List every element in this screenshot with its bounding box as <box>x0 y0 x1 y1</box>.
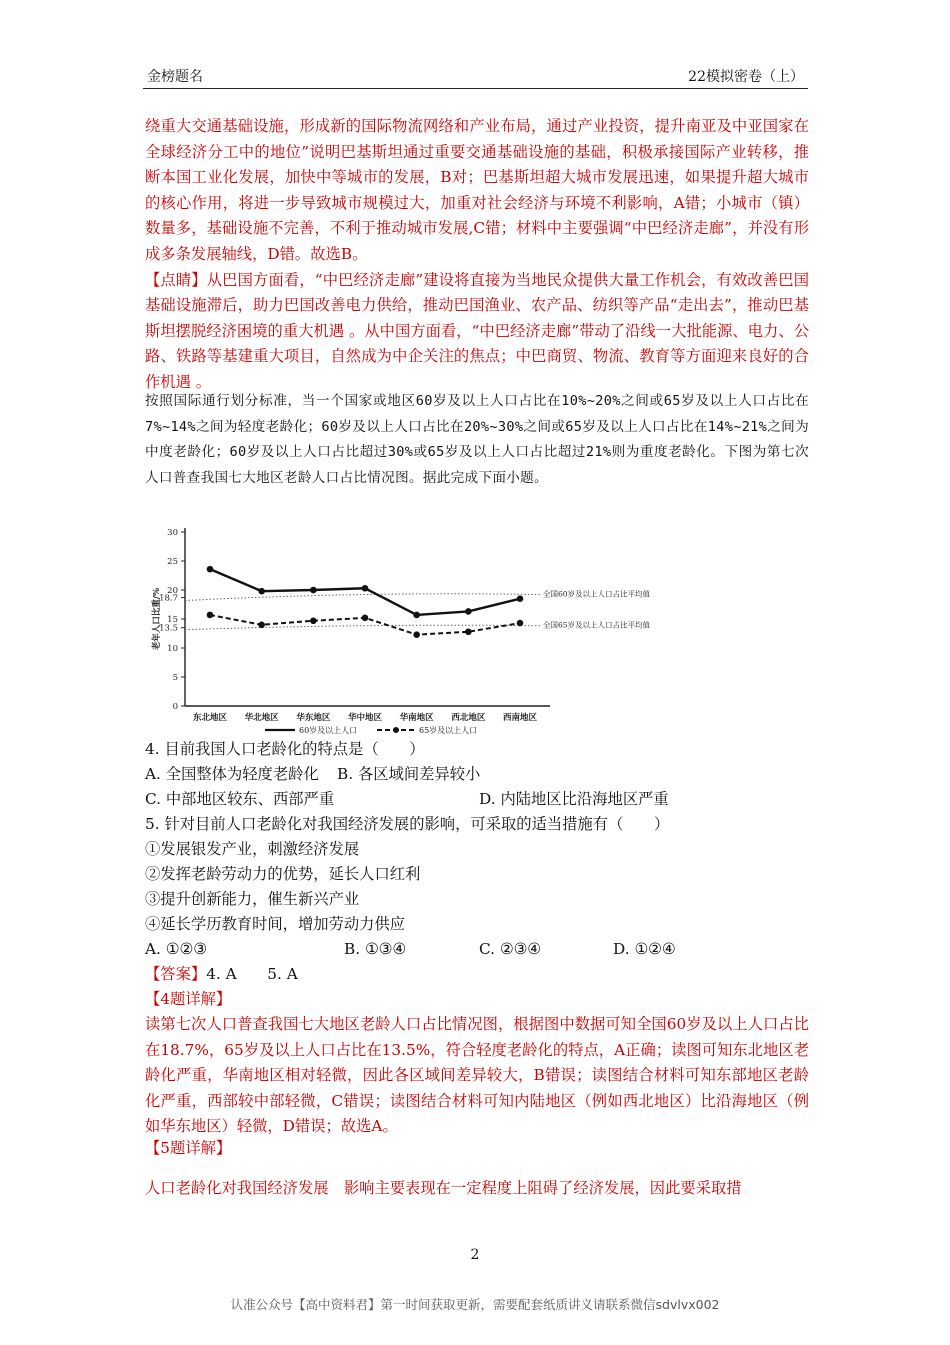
x-tick-label: 华中地区 <box>347 713 383 723</box>
q5-option-c: C. ②③④ <box>479 940 542 958</box>
q5-statement-3: ③提升创新能力，催生新兴产业 <box>145 890 360 908</box>
data-point <box>258 588 265 595</box>
q4-option-c: C. 中部地区较东、西部严重 <box>145 790 335 808</box>
data-point <box>362 615 369 622</box>
detail-5 <box>145 1176 809 1202</box>
detail-5-heading <box>145 1136 809 1161</box>
aging-population-chart <box>145 520 685 742</box>
q4-option-d: D. 内陆地区比沿海地区严重 <box>479 790 669 808</box>
x-tick-label: 华北地区 <box>244 713 279 723</box>
q5-option-a: A. ①②③ <box>145 940 207 958</box>
explanation-paragraph: 绕重大交通基础设施，形成新的国际物流网络和产业布局，通过产业投资，提升南亚及中亚国家在全球经济分工中的地位”说明巴基斯坦通过重要交通基础设施的基础，积极承接国际产业转移，推断本国工业化发展，加快中等城市的发展，B对；巴基斯坦超大城市发展迅速，如果提升超大城市的核心作用，将进一步导致城市规模过大，加重对社会经济与环境不利影响，A错；小城市（镇）数量多，基础设施不完善，不利于推动城市发展,C错；材料中主要强调“中巴经济走廊”，并没有形成多条发展轴线，D错。故选B。 <box>145 117 809 263</box>
detail-5-title: 【5题详解】 <box>145 1139 232 1157</box>
data-point <box>465 628 472 635</box>
q5-statement-1: ①发展银发产业，刺激经济发展 <box>145 840 360 858</box>
data-point <box>207 566 214 573</box>
q5-statement-2: ②发挥老龄劳动力的优势，延长人口红利 <box>145 865 421 883</box>
data-point <box>207 612 214 619</box>
y-tick-label: 20 <box>167 586 178 596</box>
legend-label-60: 60岁及以上人口 <box>299 726 358 735</box>
x-tick-label: 华南地区 <box>399 713 434 723</box>
intro-paragraph: 按照国际通行划分标准，当一个国家或地区60岁及以上人口占比在10%~20%之间或65岁及以上人口占比在7%~14%之间为轻度老龄化；60岁及以上人口占比在20%~30%之间或65岁及以上人口占比在14%~21%之间为中度老龄化；60岁及以上人口占比超过30%或65岁及以上人口占比超过21%则为重度老龄化。下图为第七次人口普查我国七大地区老龄人口占比情况图。据此完成下面小题。 <box>145 393 809 486</box>
question-5: 5. 针对目前人口老龄化对我国经济发展的影响，可采取的适当措施有（ ） <box>145 815 670 833</box>
reference-line-label: 全国65岁及以上人口占比平均值 <box>543 620 651 630</box>
x-tick-label: 华东地区 <box>296 713 331 723</box>
y-tick-label: 5 <box>172 673 178 683</box>
y-axis-label: 老年人口比重/% <box>152 587 162 651</box>
series-line <box>210 569 520 615</box>
answer-label: 【答案】 <box>145 965 207 983</box>
x-tick-label: 西南地区 <box>502 713 538 723</box>
answer-text: 4. A 5. A <box>206 965 298 983</box>
explanation-continued <box>145 114 809 396</box>
q5-statement-4: ④延长学历教育时间，增加劳动力供应 <box>145 915 406 933</box>
question-block <box>145 737 809 1012</box>
legend-marker-65 <box>393 727 399 733</box>
dianjing-paragraph: 【点睛】从巴国方面看，“中巴经济走廊”建设将直接为当地民众提供大量工作机会，有效改善巴国基础设施滞后，助力巴国改善电力供给，推动巴国渔业、农产品、纺织等产品“走出去”，推动巴基斯坦摆脱经济困境的重大机遇 。从中国方面看，“中巴经济走廊”带动了沿线一大批能源、电力、公路、铁路等基建重大项目，自然成为中企关注的焦点；中巴商贸、物流、教育等方面迎来良好的合作机遇 。 <box>145 270 809 391</box>
data-point <box>465 608 472 615</box>
data-point <box>310 617 317 624</box>
data-point <box>517 620 524 627</box>
question-4: 4. 目前我国人口老龄化的特点是（ ） <box>145 740 425 758</box>
y-tick-label: 30 <box>167 528 178 538</box>
data-point <box>413 612 420 619</box>
data-point <box>517 595 524 602</box>
answer-line <box>145 962 809 987</box>
q5-option-d: D. ①②④ <box>613 940 676 958</box>
data-point <box>362 585 369 592</box>
header-left: 金榜题名 <box>147 69 203 85</box>
q4-options-row1 <box>145 762 809 787</box>
q4-option-b: B. 各区域间差异较小 <box>337 765 481 783</box>
detail-4 <box>145 1012 809 1140</box>
page-number: 2 <box>470 1247 480 1263</box>
x-tick-label: 东北地区 <box>192 713 228 723</box>
page-header <box>143 64 808 89</box>
data-point <box>258 622 265 629</box>
q5-option-b: B. ①③④ <box>344 940 407 958</box>
q4-options-row2 <box>145 787 809 812</box>
y-tick-label: 15 <box>167 615 178 625</box>
detail-4-text: 读第七次人口普查我国七大地区老龄人口占比情况图，根据图中数据可知全国60岁及以上人口占比在18.7%，65岁及以上人口占比在13.5%，符合轻度老龄化的特点，A正确；读图可知东北地区老龄化严重，华南地区相对轻微，因此各区域间差异较大，B错误；读图结合材料可知东部地区老龄化严重，西部较中部轻微，C错误；读图结合材料可知内陆地区（例如西北地区）比沿海地区（例如华东地区）轻微，D错误；故选A。 <box>145 1015 809 1136</box>
detail-4-title: 【4题详解】 <box>145 990 232 1008</box>
data-point <box>413 631 420 638</box>
x-tick-label: 西北地区 <box>451 713 486 723</box>
y-tick-label: 25 <box>167 557 178 567</box>
y-tick-label: 13.5 <box>159 623 178 634</box>
data-point <box>310 587 317 594</box>
legend-label-65: 65岁及以上人口 <box>419 726 478 735</box>
q4-option-a: A. 全国整体为轻度老龄化 <box>145 765 319 783</box>
reference-line-label: 全国60岁及以上人口占比平均值 <box>543 589 651 599</box>
reference-line <box>185 594 540 601</box>
intro-passage <box>145 389 809 491</box>
y-tick-label: 18.7 <box>159 593 178 604</box>
footer-note: 认准公众号【高中资料君】第一时间获取更新，需要配套纸质讲义请联系微信sdvlvx002 <box>230 1297 720 1312</box>
y-tick-label: 10 <box>167 644 178 654</box>
q5-options-row <box>145 937 809 962</box>
y-tick-label: 0 <box>172 702 178 712</box>
detail-5-text: 人口老龄化对我国经济发展 影响主要表现在一定程度上阻碍了经济发展，因此要采取措 <box>145 1179 742 1197</box>
header-right: 22模拟密卷（上） <box>688 69 804 85</box>
